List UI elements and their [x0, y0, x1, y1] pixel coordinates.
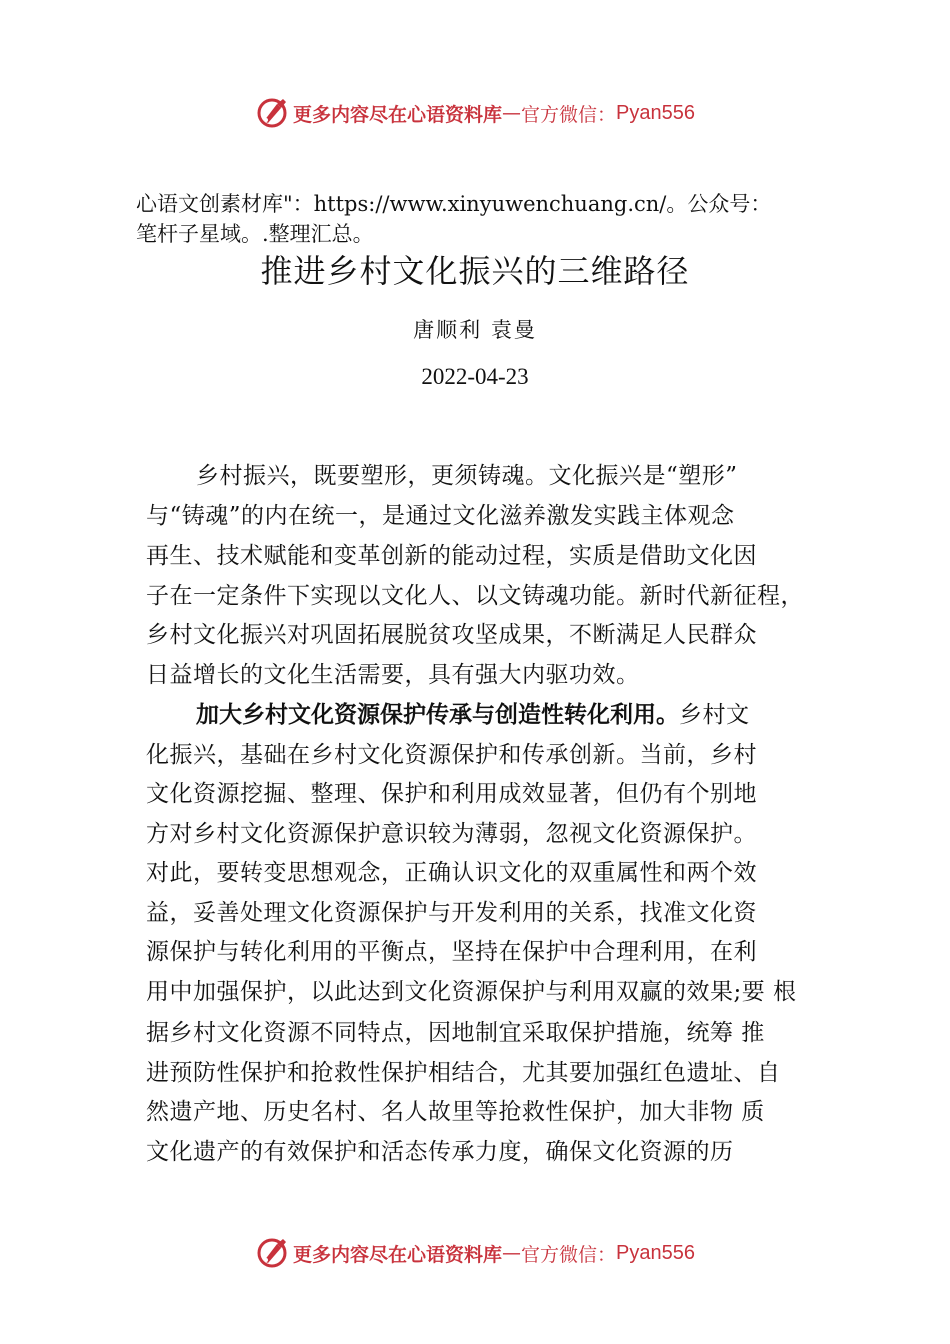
article-date: 2022-04-23	[421, 364, 529, 389]
article-title: 推进乡村文化振兴的三维路径	[260, 252, 690, 290]
pen-nib-circle-icon	[255, 1236, 289, 1270]
paragraph-line: 用中加强保护，以此达到文化资源保护与利用双赢的效果;要 根	[146, 979, 797, 1005]
paragraph-line: 据乡村文化资源不同特点，因地制宜采取保护措施，统筹 推	[146, 1020, 765, 1046]
paragraph-line: 化振兴，基础在乡村文化资源保护和传承创新。当前，乡村	[146, 742, 757, 768]
paragraph-line: 日益增长的文化生活需要，具有强大内驱功效。	[146, 662, 640, 688]
paragraph-line: 乡村文化振兴对巩固拓展脱贫攻坚成果，不断满足人民群众	[146, 622, 757, 648]
paragraph-line: 子在一定条件下实现以文化人、以文铸魂功能。新时代新征程，	[146, 583, 804, 609]
source-line-1: 心语文创素材库"：https://www.xinyuwenchuang.cn/。公众号：	[136, 192, 772, 216]
paragraph-line: 源保护与转化利用的平衡点，坚持在保护中合理利用，在利	[146, 939, 757, 965]
watermark-separator: —	[502, 1242, 522, 1264]
paragraph-line: 文化遗产的有效保护和活态传承力度，确保文化资源的历	[146, 1139, 734, 1165]
paragraph-line: 然遗产地、历史名村、名人故里等抢救性保护，加大非物 质	[146, 1099, 765, 1125]
watermark-text: 更多内容尽在心语资料库	[293, 103, 503, 126]
section-heading-continuation: 乡村文	[679, 702, 750, 728]
paragraph-line: 进预防性保护和抢救性保护相结合，尤其要加强红色遗址、自	[146, 1060, 781, 1086]
watermark-wechat-label: 官方微信：	[521, 103, 617, 126]
paragraph-line: 文化资源挖掘、整理、保护和利用成效显著，但仍有个别地	[146, 781, 757, 807]
watermark-wechat-id: Pyan556	[616, 101, 695, 124]
paragraph-line: 乡村振兴，既要塑形，更须铸魂。文化振兴是“塑形”	[196, 463, 738, 489]
watermark-banner-top	[0, 93, 950, 133]
paragraph-line: 再生、技术赋能和变革创新的能动过程，实质是借助文化因	[146, 543, 757, 569]
watermark-wechat-id: Pyan556	[616, 1241, 695, 1264]
section-heading: 加大乡村文化资源保护传承与创造性转化利用。	[196, 702, 679, 728]
watermark-separator: —	[502, 102, 522, 124]
paragraph-line: 益，妥善处理文化资源保护与开发利用的关系，找准文化资	[146, 900, 757, 926]
watermark-wechat-label: 官方微信：	[521, 1243, 617, 1266]
pen-nib-circle-icon	[255, 96, 289, 130]
section-heading-line	[196, 700, 750, 730]
paragraph-line: 方对乡村文化资源保护意识较为薄弱，忽视文化资源保护。	[146, 821, 757, 847]
watermark-text: 更多内容尽在心语资料库	[293, 1243, 503, 1266]
watermark-banner-bottom	[0, 1233, 950, 1273]
source-line-2: 笔杆子星域。.整理汇总。	[136, 222, 374, 246]
paragraph-line: 对此，要转变思想观念，正确认识文化的双重属性和两个效	[146, 860, 757, 886]
paragraph-line: 与“铸魂”的内在统一，是通过文化滋养激发实践主体观念	[146, 503, 735, 529]
article-authors: 唐顺利 袁曼	[413, 318, 537, 342]
